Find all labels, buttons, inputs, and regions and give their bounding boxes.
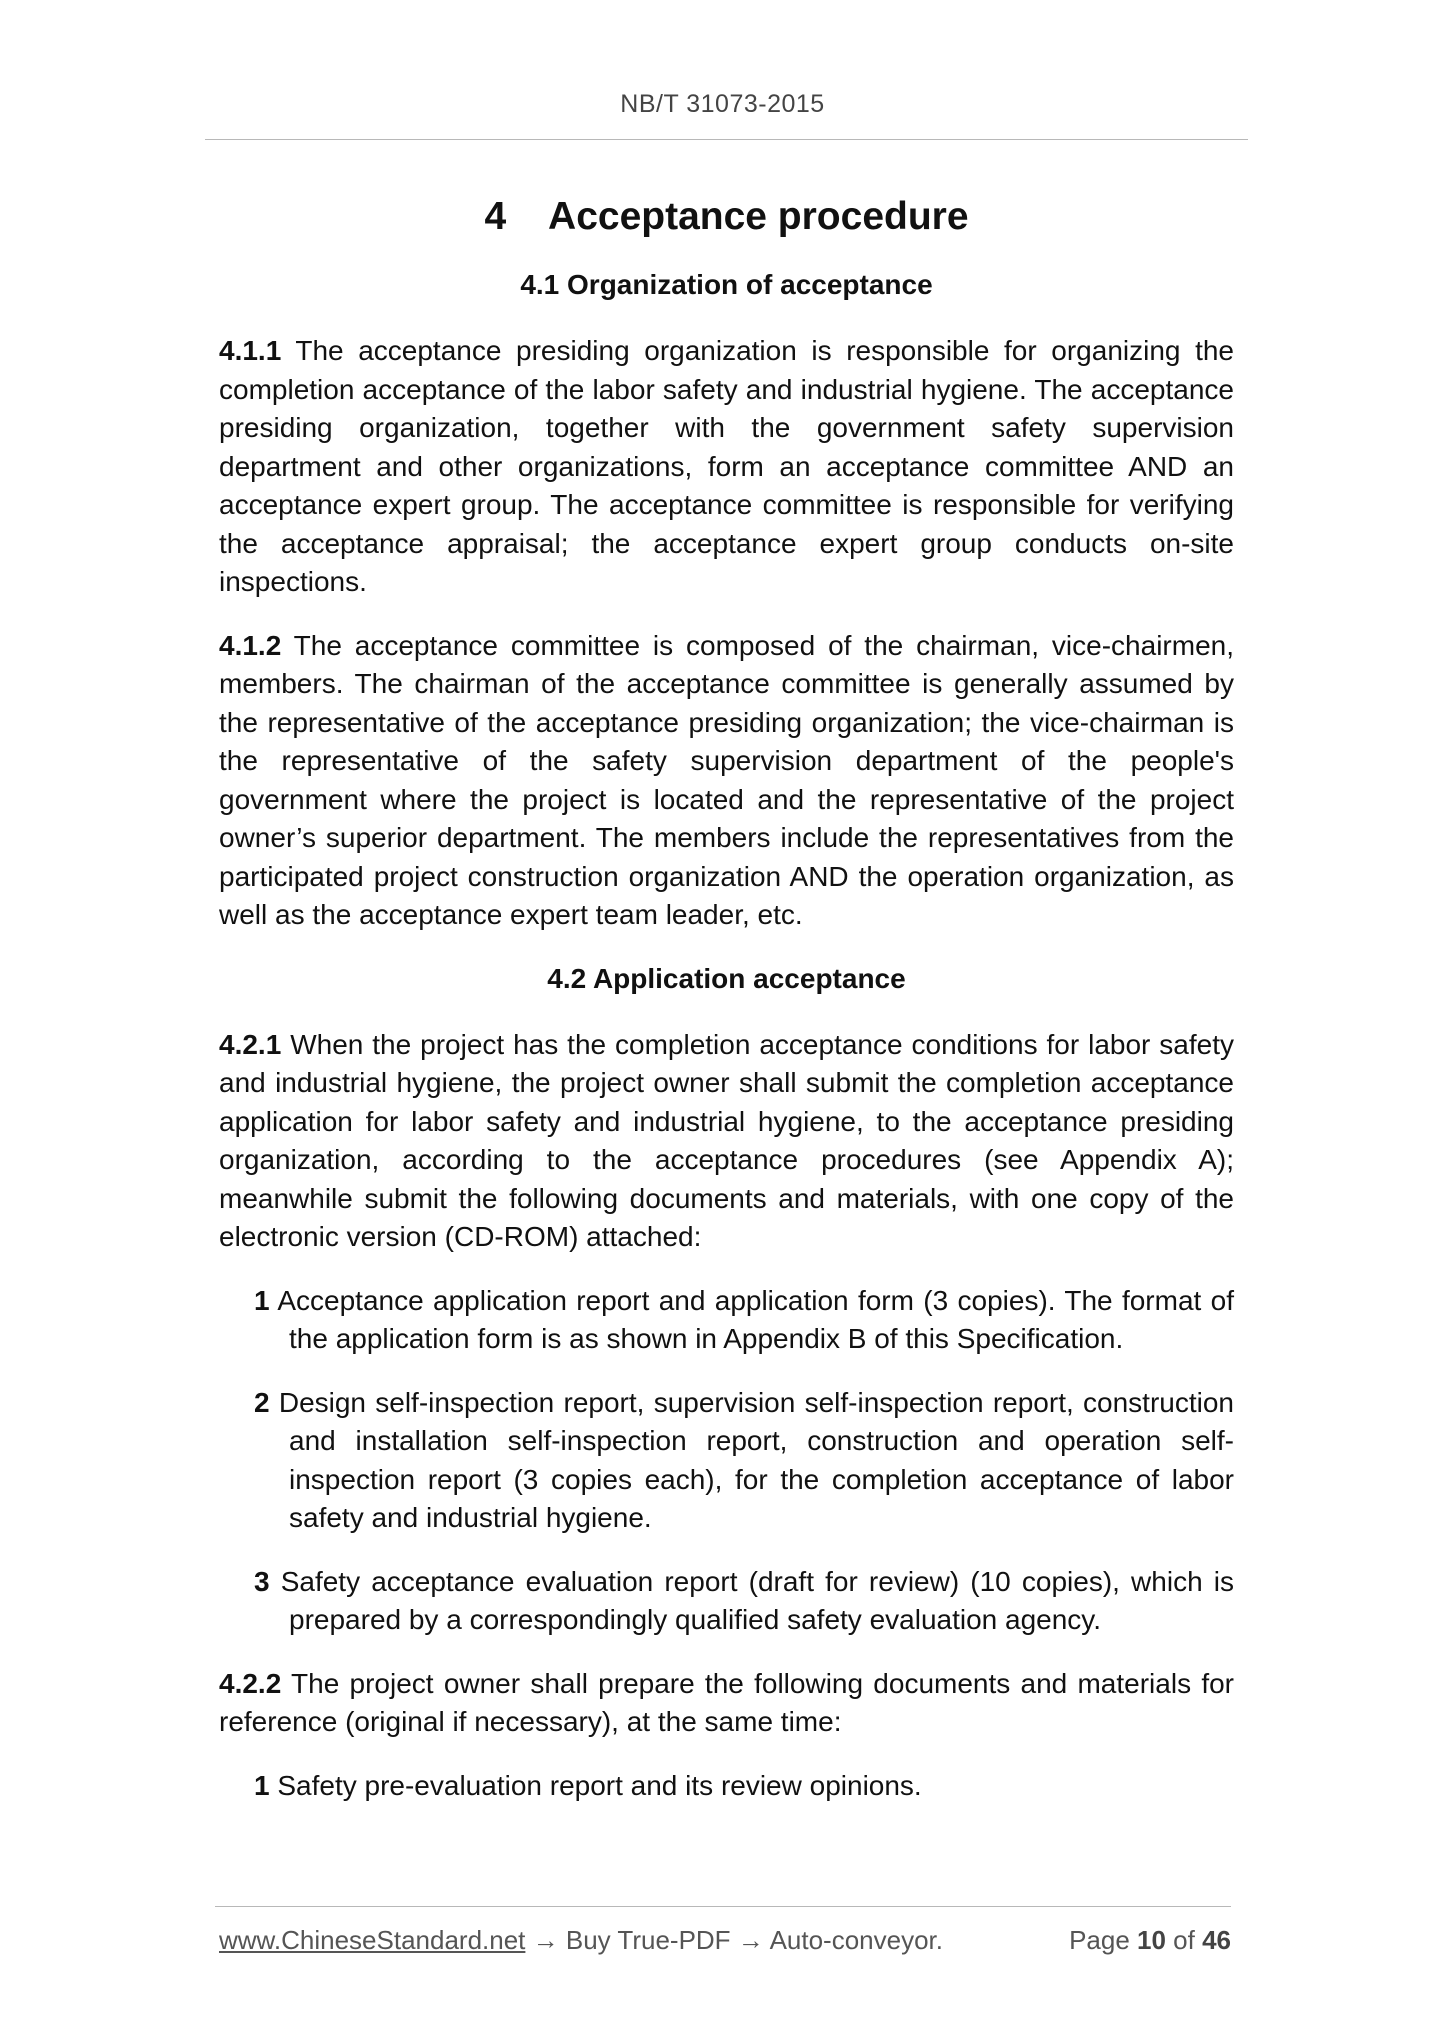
item-text: Acceptance application report and application form (3 copies). The format of the application form is as shown in Appendix B of this Specification.: [269, 1284, 1234, 1354]
clause-number: 4.1.1: [219, 335, 282, 366]
clause-4-1-2: [219, 627, 1234, 935]
clause-text: The acceptance committee is composed of the chairman, vice-chairmen, members. The chairman of the acceptance committee is generally assumed by the representative of the acceptance presiding organization; the vice-chairman is the representative of the safety supervision department of the people's government where the project is located and the representative of the project owner’s superior department. The members include the representatives from the participated project construction organization AND the operation organization, as well as the acceptance expert team leader, etc.: [219, 629, 1234, 930]
clause-number: 4.1.2: [219, 629, 282, 661]
page-indicator: [1069, 1925, 1231, 1956]
list-item-4-2-1-1: [219, 1282, 1234, 1359]
clause-4-2-1: [219, 1026, 1234, 1257]
clause-number: 4.2.2: [219, 1667, 282, 1699]
item-text: Safety pre-evaluation report and its review opinions.: [269, 1769, 922, 1801]
clause-text: When the project has the completion acceptance conditions for labor safety and industrial hygiene, the project owner shall submit the completion acceptance application for labor safety and industrial hygiene, to the acceptance presiding organization, according to the acceptance procedures (see Appendix A); meanwhile submit the following documents and materials, with one copy of the electronic version (CD-ROM) attached:: [219, 1028, 1234, 1252]
footer-left: [219, 1925, 943, 1956]
header-divider: [205, 139, 1248, 140]
footer-divider: [215, 1906, 1231, 1907]
item-number: 1: [254, 1769, 270, 1801]
page-content: [219, 180, 1234, 1830]
header-document-code: NB/T 31073-2015: [620, 90, 825, 118]
list-item-4-2-1-2: [219, 1384, 1234, 1538]
item-number: 1: [254, 1284, 270, 1316]
section-title-4-2: 4.2 Application acceptance: [547, 962, 906, 994]
total-pages-number: 46: [1202, 1925, 1231, 1955]
item-text: Design self-inspection report, supervision self-inspection report, construction and installation self-inspection report, construction and operation self-inspection report (3 copies each), for the completion acceptance of labor safety and industrial hygiene.: [269, 1386, 1234, 1533]
page-label: Page: [1069, 1925, 1138, 1955]
list-item-4-2-1-3: [219, 1563, 1234, 1640]
current-page-number: 10: [1137, 1925, 1166, 1955]
website-link[interactable]: www.ChineseStandard.net: [219, 1925, 526, 1955]
clause-text: The project owner shall prepare the following documents and materials for reference (original if necessary), at the same time:: [219, 1667, 1234, 1737]
chapter-title: 4 Acceptance procedure: [484, 195, 969, 238]
list-item-4-2-2-1: [219, 1767, 1234, 1806]
footer-tagline: → Buy True-PDF → Auto-conveyor.: [525, 1925, 944, 1955]
clause-4-1-1: [219, 332, 1234, 602]
section-title-4-1: 4.1 Organization of acceptance: [520, 269, 933, 300]
item-number: 3: [254, 1565, 270, 1597]
item-text: Safety acceptance evaluation report (draft for review) (10 copies), which is prepared by a correspondingly qualified safety evaluation agency.: [269, 1565, 1234, 1635]
clause-number: 4.2.1: [219, 1028, 282, 1060]
item-number: 2: [254, 1386, 270, 1418]
page-of-label: of: [1165, 1925, 1203, 1955]
clause-4-2-2: [219, 1665, 1234, 1742]
clause-text: The acceptance presiding organization is responsible for organizing the completion acceptance of the labor safety and industrial hygiene. The acceptance presiding organization, together with the government safety supervision department and other organizations, form an acceptance committee AND an acceptance expert group. The acceptance committee is responsible for verifying the acceptance appraisal; the acceptance expert group conducts on-site inspections.: [219, 335, 1234, 597]
